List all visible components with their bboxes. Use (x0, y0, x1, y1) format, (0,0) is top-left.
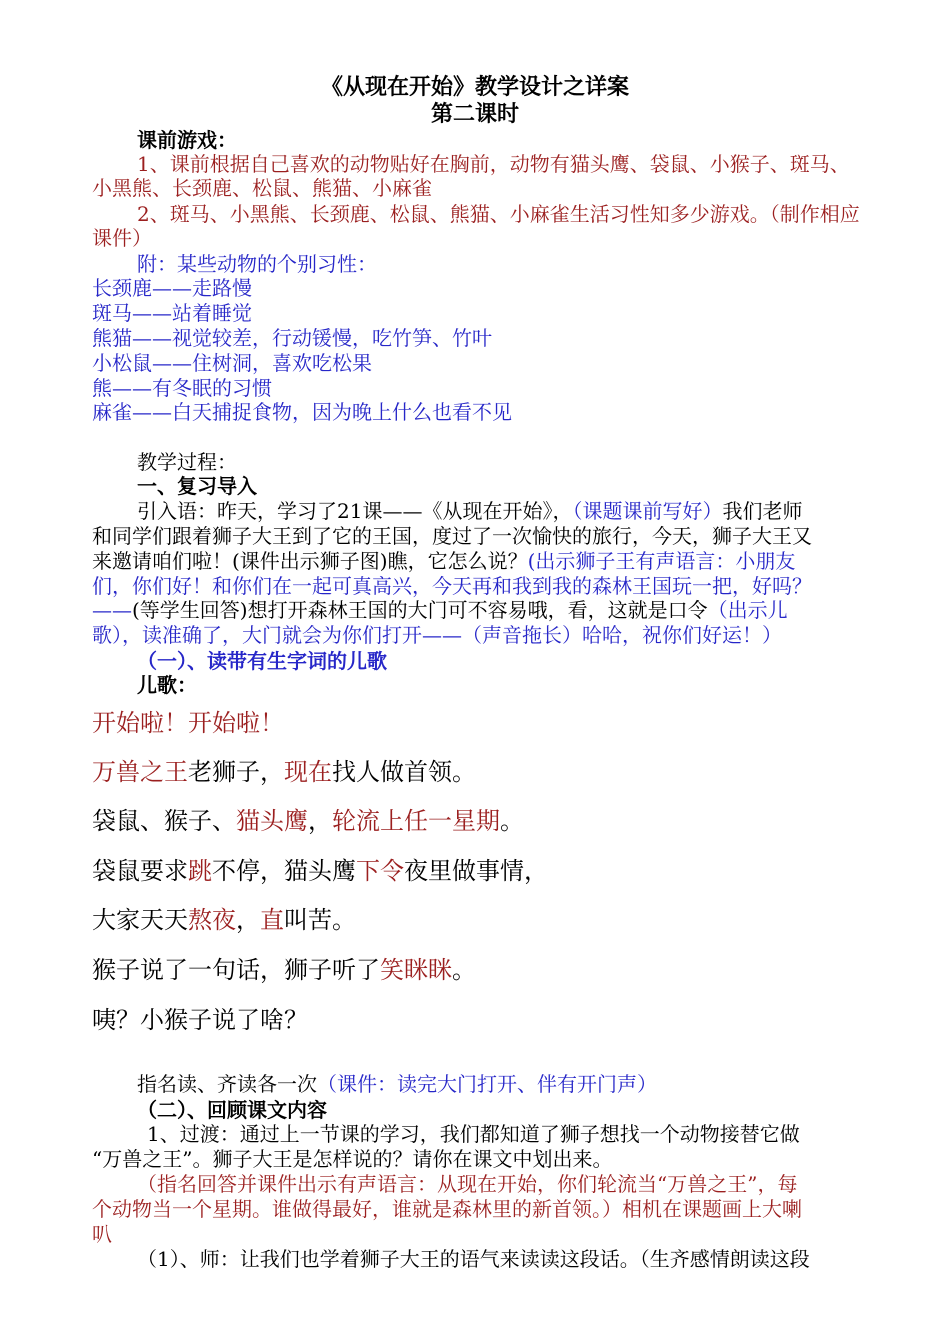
rhyme-label: 儿歌： (137, 673, 197, 697)
intro-line-5: ——(等学生回答)想打开森林王国的大门可不容易哦，看，这就是口令（出示儿 (92, 598, 788, 622)
review-line-3: （指名回答并课件出示有声语言：从现在开始，你们轮流当“万兽之王”，每 (137, 1172, 798, 1196)
intro-line-2: 和同学们跟着狮子大王到了它的王国，度过了一次愉快的旅行，今天，狮子大王又 (92, 524, 812, 548)
pregame-appendix: 附：某些动物的个别习性： (137, 252, 377, 276)
rhyme-line-7: 咦？小猴子说了啥？ (92, 1006, 308, 1034)
rhyme-line-1: 开始啦！开始啦！ (92, 709, 284, 737)
subsection-review-text: （二）、回顾课文内容 (137, 1098, 327, 1122)
document-subtitle: 第二课时 (430, 101, 519, 127)
review-line-1: 1、过渡：通过上一节课的学习，我们都知道了狮子想找一个动物接替它做 (147, 1122, 800, 1146)
pregame-item2-line1: 2、斑马、小黑熊、长颈鹿、松鼠、熊猫、小麻雀生活习性知多少游戏。（制作相应 (137, 202, 860, 226)
intro-line-4: 们，你们好！和你们在一起可真高兴，今天再和我到我的森林王国玩一把，好吗？ (92, 574, 812, 598)
review-line-6: （1）、师：让我们也学着狮子大王的语气来读读这段话。（生齐感情朗读这段 (137, 1247, 810, 1271)
rhyme-line-2: 万兽之王老狮子，现在找人做首领。 (92, 758, 476, 786)
habit-line: 熊——有冬眠的习惯 (92, 376, 272, 400)
subsection-read-rhyme: （一）、读带有生字词的儿歌 (137, 649, 387, 673)
process-heading: 教学过程： (137, 450, 237, 474)
habit-line: 麻雀——白天捕捉食物，因为晚上什么也看不见 (92, 400, 512, 424)
document-title: 《从现在开始》教学设计之详案 (320, 74, 629, 100)
intro-line-6: 歌），读准确了，大门就会为你们打开——（声音拖长）哈哈，祝你们好运！） (92, 623, 782, 647)
rhyme-line-3: 袋鼠、猴子、猫头鹰，轮流上任一星期。 (92, 807, 524, 835)
review-line-2: “万兽之王”。狮子大王是怎样说的？请你在课文中划出来。 (92, 1147, 613, 1171)
habit-line: 熊猫——视觉较差，行动锾慢，吃竹笋、竹叶 (92, 326, 492, 350)
rhyme-line-5: 大家天天熬夜，直叫苦。 (92, 906, 356, 934)
pregame-heading: 课前游戏： (137, 128, 237, 152)
rhyme-line-4: 袋鼠要求跳不停，猫头鹰下令夜里做事情， (92, 857, 548, 885)
review-line-4: 个动物当一个星期。谁做得最好，谁就是森林里的新首领。）相机在课题画上大喇 (92, 1197, 802, 1221)
pregame-item1-line2: 小黑熊、长颈鹿、松鼠、熊猫、小麻雀 (92, 176, 432, 200)
habit-line: 斑马——站着睡觉 (92, 301, 252, 325)
section-review-intro: 一、复习导入 (137, 474, 257, 498)
intro-line-3: 来邀请咱们啦！(课件出示狮子图)瞧，它怎么说？(出示狮子王有声语言：小朋友 (92, 549, 796, 573)
habit-line: 长颈鹿——走路慢 (92, 276, 252, 300)
pregame-item2-line2: 课件） (92, 226, 152, 250)
pregame-item1-line1: 1、课前根据自己喜欢的动物贴好在胸前，动物有猫头鹰、袋鼠、小猴子、斑马、 (137, 152, 850, 176)
rhyme-line-6: 猴子说了一句话，狮子听了笑眯眯。 (92, 956, 476, 984)
intro-line-1: 引入语：昨天，学习了21课——《从现在开始》，（课题课前写好）我们老师 (137, 499, 803, 523)
reading-instruction: 指名读、齐读各一次（课件：读完大门打开、伴有开门声） (137, 1072, 657, 1096)
review-line-5: 叭 (92, 1222, 112, 1246)
habit-line: 小松鼠——住树洞，喜欢吃松果 (92, 351, 372, 375)
